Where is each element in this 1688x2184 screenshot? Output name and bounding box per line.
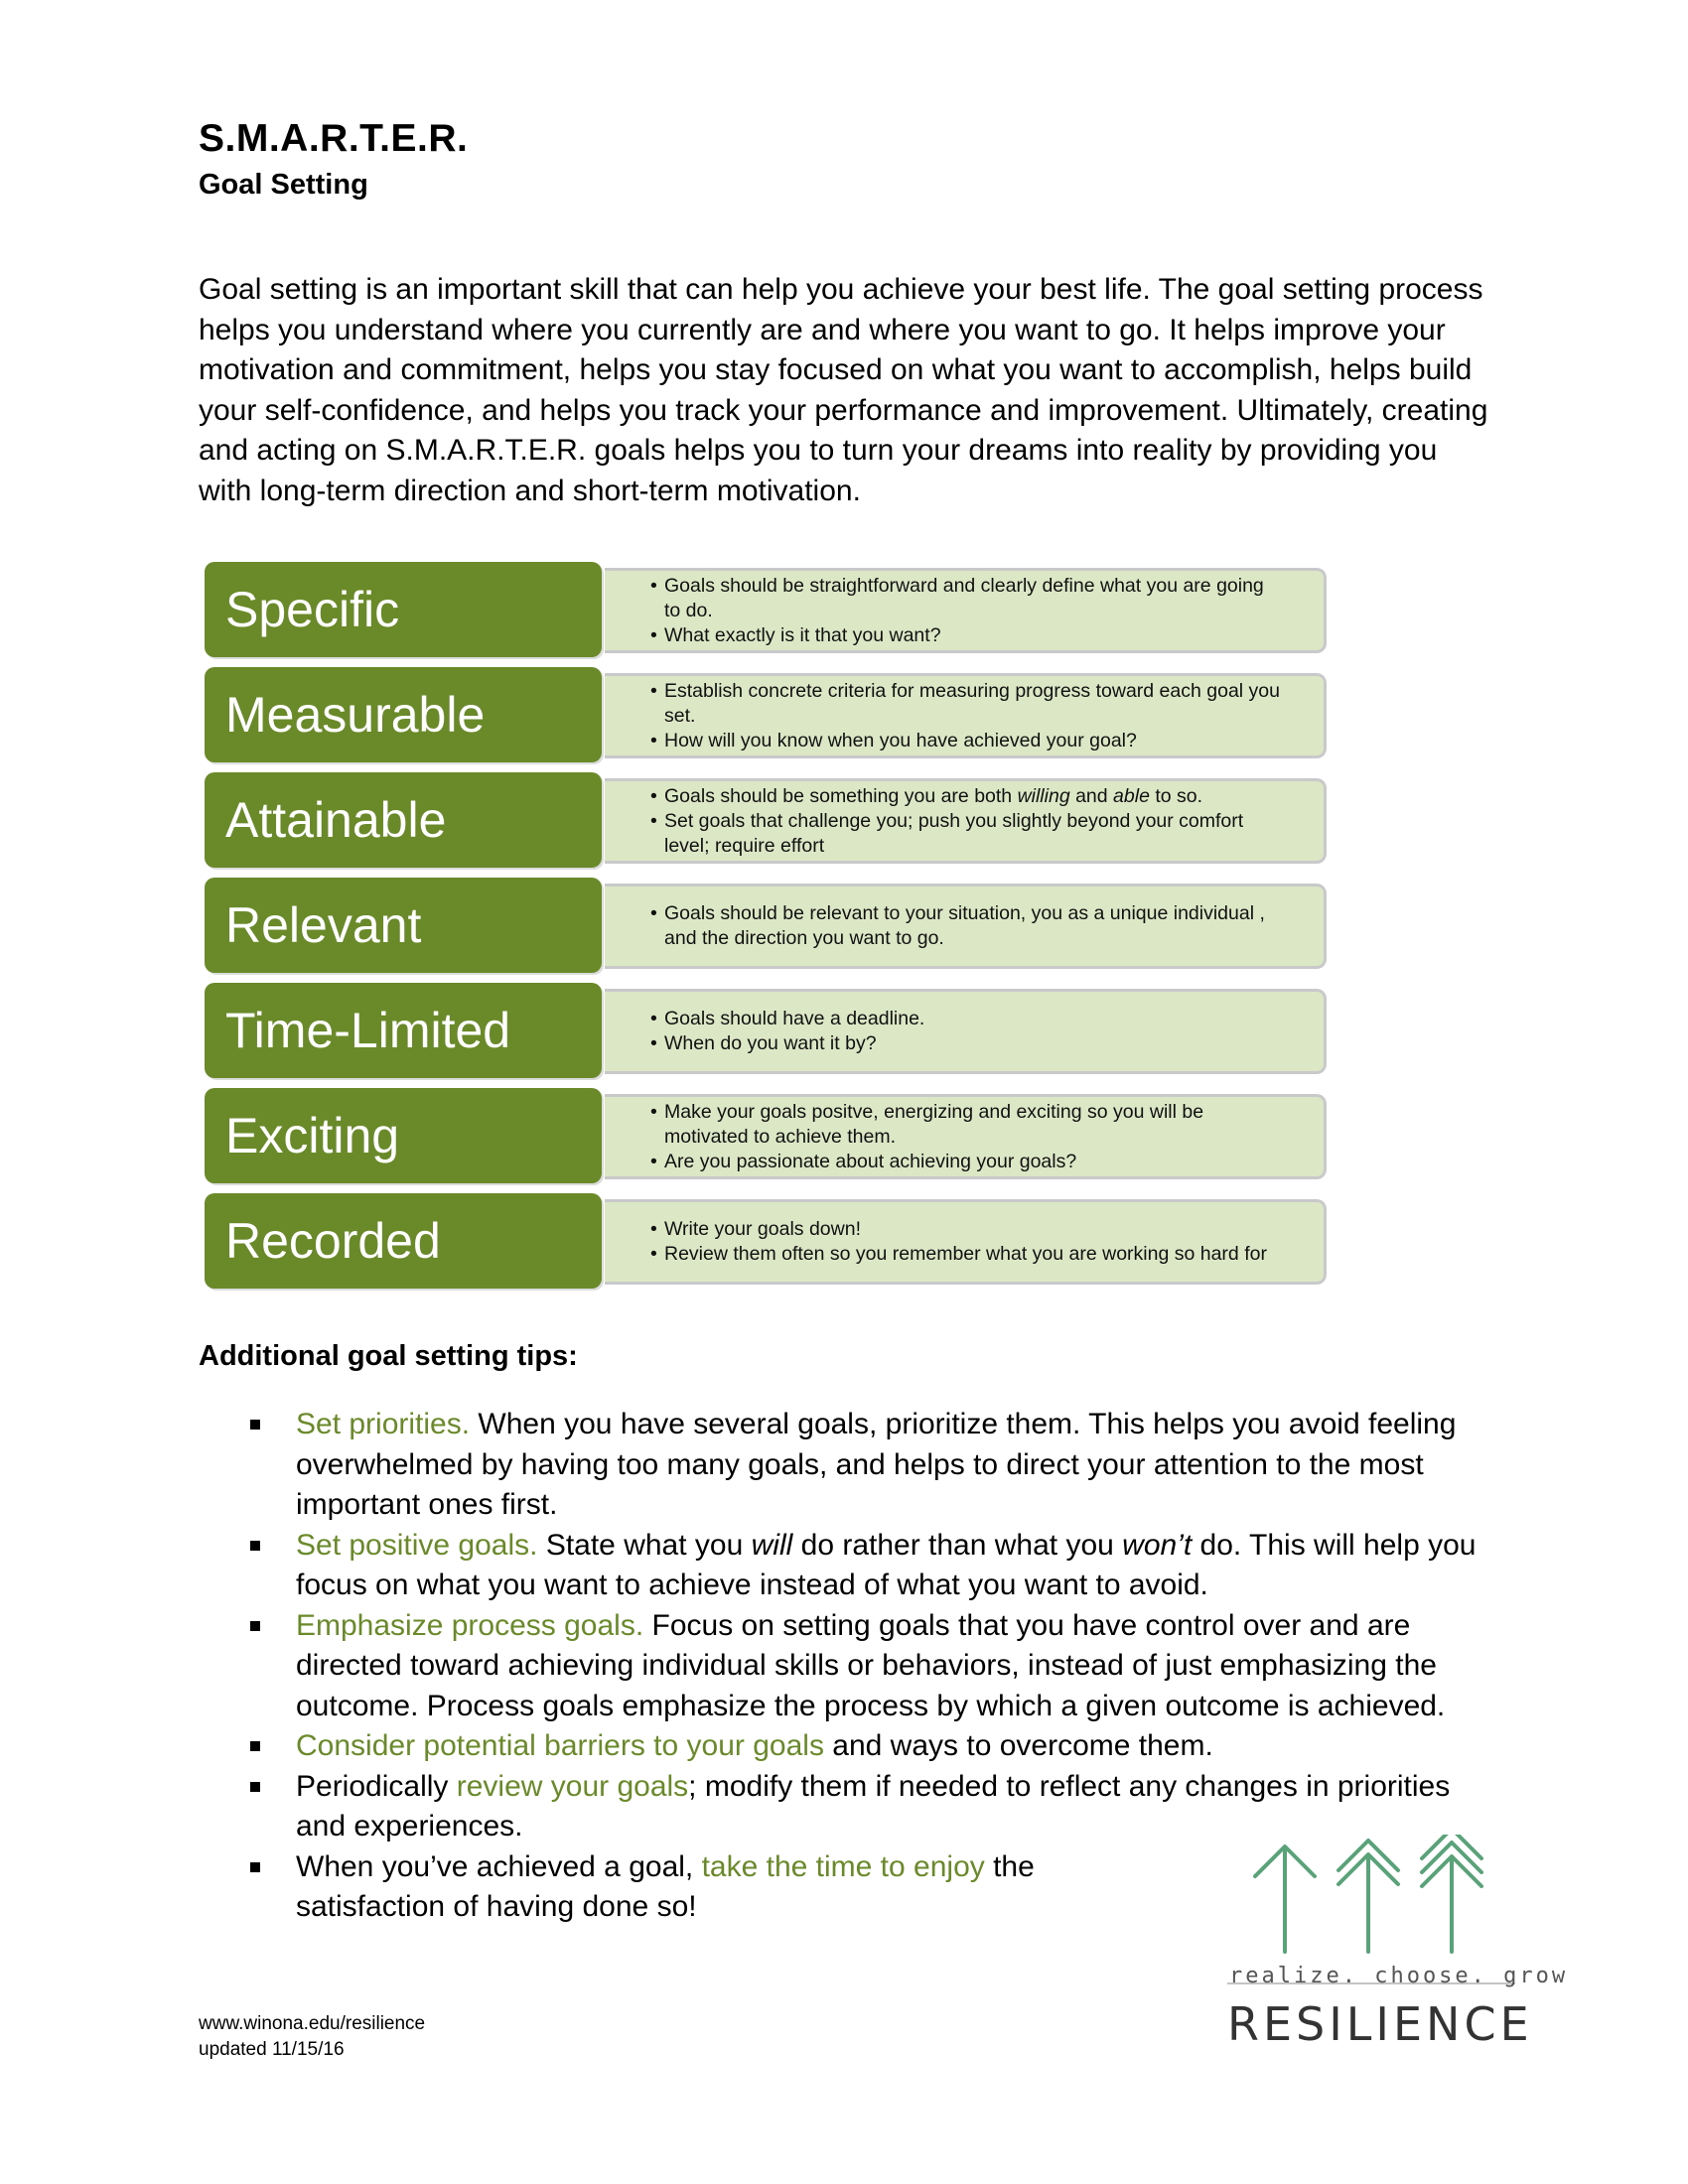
tip-item: Consider potential barriers to your goals and ways to overcome them. [250,1726,1501,1767]
smarter-label: Recorded [205,1193,602,1289]
footer-url: www.winona.edu/resilience [199,2013,426,2034]
smarter-label: Relevant [205,878,602,973]
smarter-row-measurable [205,667,1327,762]
smarter-label: Time-Limited [205,983,602,1078]
logo-wordmark: RESILIENCE [1227,1997,1533,2051]
smarter-description [605,989,1327,1074]
smarter-row-relevant [205,878,1327,973]
smarter-bullet: • Goals should be something you are both willing and able to so. [664,784,1284,809]
smarter-bullet: • Make your goals positve, energizing and exciting so you will be motivated to achieve them. [664,1100,1284,1150]
square-bullet-icon [250,1621,260,1631]
smarter-description [605,884,1327,969]
smarter-bullet: • Goals should have a deadline. [664,1007,1284,1031]
square-bullet-icon [250,1541,260,1551]
square-bullet-icon [250,1862,260,1872]
tips-heading: Additional goal setting tips: [199,1340,578,1372]
tip-item: Set positive goals. State what you will do rather than what you won’t do. This will help you focus on what you want to achieve instead of what you want to avoid. [250,1526,1501,1606]
smarter-bullet: • What exactly is it that you want? [664,623,1284,648]
square-bullet-icon [250,1420,260,1430]
smarter-diagram [205,562,1327,1298]
smarter-bullet: • Write your goals down! [664,1217,1284,1242]
smarter-bullet: • When do you want it by? [664,1031,1284,1056]
smarter-row-exciting [205,1088,1327,1183]
smarter-description [605,1199,1327,1285]
tip-item: Emphasize process goals. Focus on setting goals that you have control over and are directed toward achieving individual skills or behaviors, instead of just emphasizing the outcome. Process goals emphasize the process by which a given outcome is achieved. [250,1606,1501,1727]
smarter-bullet: • How will you know when you have achieved your goal? [664,729,1284,753]
smarter-description [605,1094,1327,1179]
smarter-bullet: • Goals should be relevant to your situation, you as a unique individual , and the direction you want to go. [664,901,1284,951]
smarter-bullet: • Establish concrete criteria for measuring progress toward each goal you set. [664,679,1284,729]
logo-tagline: realize. choose. grow [1229,1964,1569,1988]
smarter-description [605,568,1327,653]
tip-item: When you’ve achieved a goal, take the time to enjoy the satisfaction of having done so! [250,1847,1110,1928]
smarter-row-time-limited [205,983,1327,1078]
smarter-row-specific [205,562,1327,657]
footer-updated-date: updated 11/15/16 [199,2039,345,2060]
smarter-label: Attainable [205,772,602,868]
square-bullet-icon [250,1741,260,1751]
tip-item: Set priorities. When you have several goals, prioritize them. This helps you avoid feeling overwhelmed by having too many goals, and helps to direct your attention to the most important ones first. [250,1405,1501,1526]
smarter-bullet: • Goals should be straightforward and clearly define what you are going to do. [664,574,1284,623]
smarter-bullet: • Are you passionate about achieving your goals? [664,1150,1284,1174]
smarter-bullet: • Set goals that challenge you; push you slightly beyond your comfort level; require effort [664,809,1284,859]
smarter-description [605,673,1327,758]
page-subtitle: Goal Setting [199,169,368,201]
smarter-label: Exciting [205,1088,602,1183]
tip-item: Periodically review your goals; modify them if needed to reflect any changes in priorities and experiences. [250,1767,1501,1847]
smarter-row-attainable [205,772,1327,868]
smarter-bullet: • Review them often so you remember what you are working so hard for [664,1242,1284,1267]
square-bullet-icon [250,1782,260,1792]
intro-paragraph: Goal setting is an important skill that can help you achieve your best life. The goal setting process helps you understand where you currently are and where you want to go. It helps improve your motivation and commitment, helps you stay focused on what you want to accomplish, helps build your self-confidence, and helps you track your performance and improvement. Ultimately, creating and acting on S.M.A.R.T.E.R. goals helps you to turn your dreams into reality by providing you with long-term direction and short-term motivation. [199,273,1488,507]
smarter-label: Specific [205,562,602,657]
page-title: S.M.A.R.T.E.R. [199,117,469,160]
smarter-description [605,778,1327,864]
smarter-label: Measurable [205,667,602,762]
smarter-row-recorded [205,1193,1327,1289]
